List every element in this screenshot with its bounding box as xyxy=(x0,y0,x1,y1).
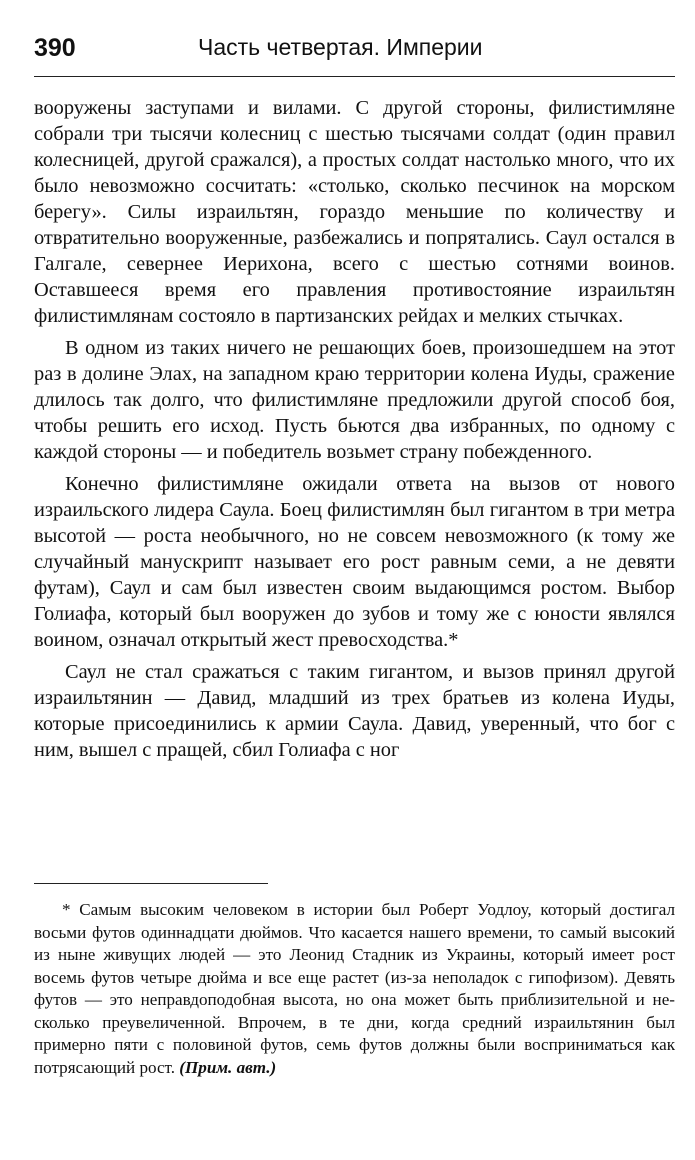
page-header xyxy=(34,34,674,74)
footnote xyxy=(34,899,675,1079)
footnote-text: * Самым высоким человеком в истории был Роберт Уодлоу, который достигал восьми футов одиннадцати дюймов. Что касается нашего времени, то самый высокий из ныне живущих людей — это Леонид Стадник из Украины, который имеет рост восемь футов четыре дюйма и все еще растет (из-за неполадок с гипофизом). Девять футов — это неправдоподобная высота, но она может быть приблизительной и несколько преувеличенной. Впрочем, в те дни, когда средний израильтянин был примерно пяти с половиной футов, семь футов должны были восприниматься как потрясающий рост. xyxy=(34,900,675,1077)
page-number: 390 xyxy=(34,34,76,62)
paragraph: Конечно филистимляне ожидали ответа на вызов от нового израильского лидера Саула. Боец филистимлян был гигантом в три метра высотой — роста необычного, но не совсем невозможного (к тому же случайный манускрипт называет его рост равным семи, а не девяти футам), Саул и сам был известен своим выдающимся ростом. Выбор Голиафа, который был вооружен до зубов и тому же с юности являлся воином, означал открытый жест превосходства.* xyxy=(34,473,675,651)
paragraph: Саул не стал сражаться с таким гигантом, и вызов принял другой израильтянин — Давид, младший из трех братьев из колена Иуды, которые присоединились к армии Саула. Давид, уверенный, что бог с ним, вышел с пращей, сбил Голиафа с ног xyxy=(34,661,675,761)
footnote-rule xyxy=(34,883,268,884)
footnote-author-note: (Прим. авт.) xyxy=(179,1057,277,1077)
header-rule xyxy=(34,76,675,77)
paragraph: В одном из таких ничего не решающих боев, произошедшем на этот раз в долине Элах, на западном краю территории колена Иуды, сражение длилось так долго, что филистимляне предложили другой способ боя, чтобы решить его исход. Пусть бьются два избранных, по одному с каждой стороны — и победитель возьмет страну побежденного. xyxy=(34,337,675,463)
paragraph: вооружены заступами и вилами. С другой стороны, филистимляне собрали три тысячи колесниц с шестью тысячами солдат (один правил колесницей, другой сражался), а простых солдат настолько много, что их было невозможно сосчитать: «столько, сколько песчинок на морском берегу». Силы израильтян, гораздо меньшие по количеству и отвратительно вооруженные, разбежались и попрятались. Саул остался в Галгале, севернее Иерихона, всего с шестью сотнями воинов. Оставшееся время его правления противостояние израильтян филистимлянам состояло в партизанских рейдах и мелких стычках. xyxy=(34,97,675,327)
running-title: Часть четвертая. Империи xyxy=(198,34,483,60)
body-text xyxy=(34,95,675,763)
